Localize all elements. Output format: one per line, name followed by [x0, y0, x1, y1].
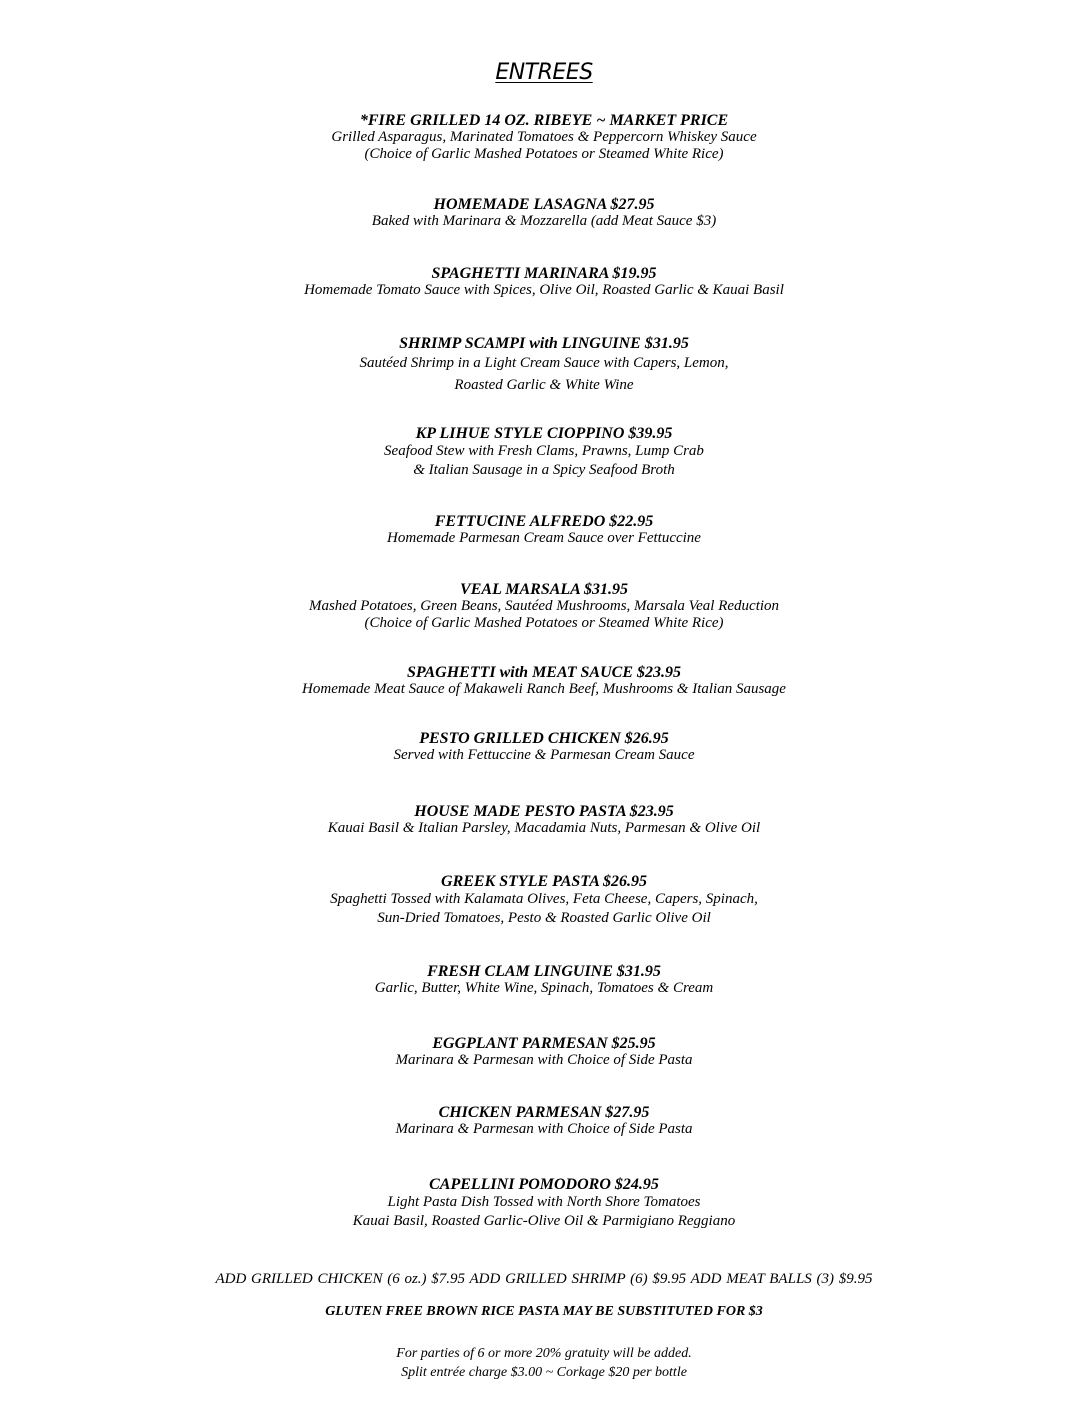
- item-description: Homemade Tomato Sauce with Spices, Olive Oil, Roasted Garlic & Kauai Basil: [304, 282, 784, 298]
- menu-item: [0, 335, 1088, 396]
- item-description: Kauai Basil & Italian Parsley, Macadamia Nuts, Parmesan & Olive Oil: [327, 820, 761, 836]
- item-description: Mashed Potatoes, Green Beans, Sautéed Mushrooms, Marsala Veal Reduction (Choice of Garlic Mashed Potatoes or Steamed White Rice): [308, 598, 780, 631]
- item-description: Marinara & Parmesan with Choice of Side Pasta: [395, 1052, 693, 1068]
- menu-item: [0, 730, 1088, 764]
- add-ons-line: ADD GRILLED CHICKEN (6 oz.) $7.95 ADD GRILLED SHRIMP (6) $9.95 ADD MEAT BALLS (3) $9.95: [215, 1271, 873, 1287]
- gluten-free-note: GLUTEN FREE BROWN RICE PASTA MAY BE SUBSTITUTED FOR $3: [325, 1304, 763, 1319]
- menu-item: [0, 873, 1088, 928]
- item-name: KP LIHUE STYLE CIOPPINO $39.95: [415, 425, 673, 442]
- menu-item: [0, 581, 1088, 632]
- item-description: Seafood Stew with Fresh Clams, Prawns, Lump Crab & Italian Sausage in a Spicy Seafood Broth: [384, 443, 704, 478]
- split-corkage-note: Split entrée charge $3.00 ~ Corkage $20 per bottle: [401, 1365, 687, 1380]
- item-name: PESTO GRILLED CHICKEN $26.95: [419, 730, 669, 747]
- item-name: SHRIMP SCAMPI with LINGUINE $31.95: [399, 335, 689, 352]
- item-description: Light Pasta Dish Tossed with North Shore Tomatoes Kauai Basil, Roasted Garlic-Olive Oil & Parmigiano Reggiano: [352, 1194, 736, 1229]
- menu-item: [0, 803, 1088, 837]
- item-description: Homemade Meat Sauce of Makaweli Ranch Beef, Mushrooms & Italian Sausage: [302, 681, 786, 697]
- item-description: Baked with Marinara & Mozzarella (add Meat Sauce $3): [371, 213, 717, 229]
- footer-notes: [0, 1344, 1088, 1382]
- menu-item: [0, 1176, 1088, 1231]
- item-name: CAPELLINI POMODORO $24.95: [429, 1176, 659, 1193]
- item-name: FETTUCINE ALFREDO $22.95: [434, 513, 654, 530]
- item-description: Garlic, Butter, White Wine, Spinach, Tomatoes & Cream: [374, 980, 714, 996]
- item-description: Served with Fettuccine & Parmesan Cream Sauce: [393, 747, 695, 763]
- gratuity-note: For parties of 6 or more 20% gratuity will be added.: [396, 1346, 692, 1361]
- menu-item: [0, 265, 1088, 299]
- menu-item: [0, 425, 1088, 480]
- item-name: HOUSE MADE PESTO PASTA $23.95: [414, 803, 674, 820]
- item-name: EGGPLANT PARMESAN $25.95: [432, 1035, 656, 1052]
- item-description: Marinara & Parmesan with Choice of Side Pasta: [395, 1121, 693, 1137]
- item-name: FRESH CLAM LINGUINE $31.95: [427, 963, 661, 980]
- menu-item: [0, 664, 1088, 698]
- item-description: Spaghetti Tossed with Kalamata Olives, Feta Cheese, Capers, Spinach, Sun-Dried Tomatoes, Pesto & Roasted Garlic Olive Oil: [330, 891, 758, 926]
- item-name: SPAGHETTI MARINARA $19.95: [431, 265, 657, 282]
- menu-item: [0, 196, 1088, 230]
- item-description: Sautéed Shrimp in a Light Cream Sauce with Capers, Lemon, Roasted Garlic & White Wine: [359, 355, 729, 393]
- menu-item: [0, 1035, 1088, 1069]
- menu-item: [0, 963, 1088, 997]
- item-name: HOMEMADE LASAGNA $27.95: [433, 196, 655, 213]
- item-name: GREEK STYLE PASTA $26.95: [441, 873, 647, 890]
- menu-item: [0, 513, 1088, 547]
- item-description: Grilled Asparagus, Marinated Tomatoes & Peppercorn Whiskey Sauce (Choice of Garlic Mashed Potatoes or Steamed White Rice): [331, 129, 757, 162]
- item-description: Homemade Parmesan Cream Sauce over Fettuccine: [387, 530, 701, 546]
- item-name: CHICKEN PARMESAN $27.95: [438, 1104, 650, 1121]
- menu-item: [0, 1104, 1088, 1138]
- item-name: VEAL MARSALA $31.95: [460, 581, 628, 598]
- page-title: ENTREES: [495, 60, 593, 85]
- item-name: SPAGHETTI with MEAT SAUCE $23.95: [407, 664, 681, 681]
- menu-item: [0, 112, 1088, 163]
- item-name: *FIRE GRILLED 14 OZ. RIBEYE ~ MARKET PRICE: [359, 112, 729, 129]
